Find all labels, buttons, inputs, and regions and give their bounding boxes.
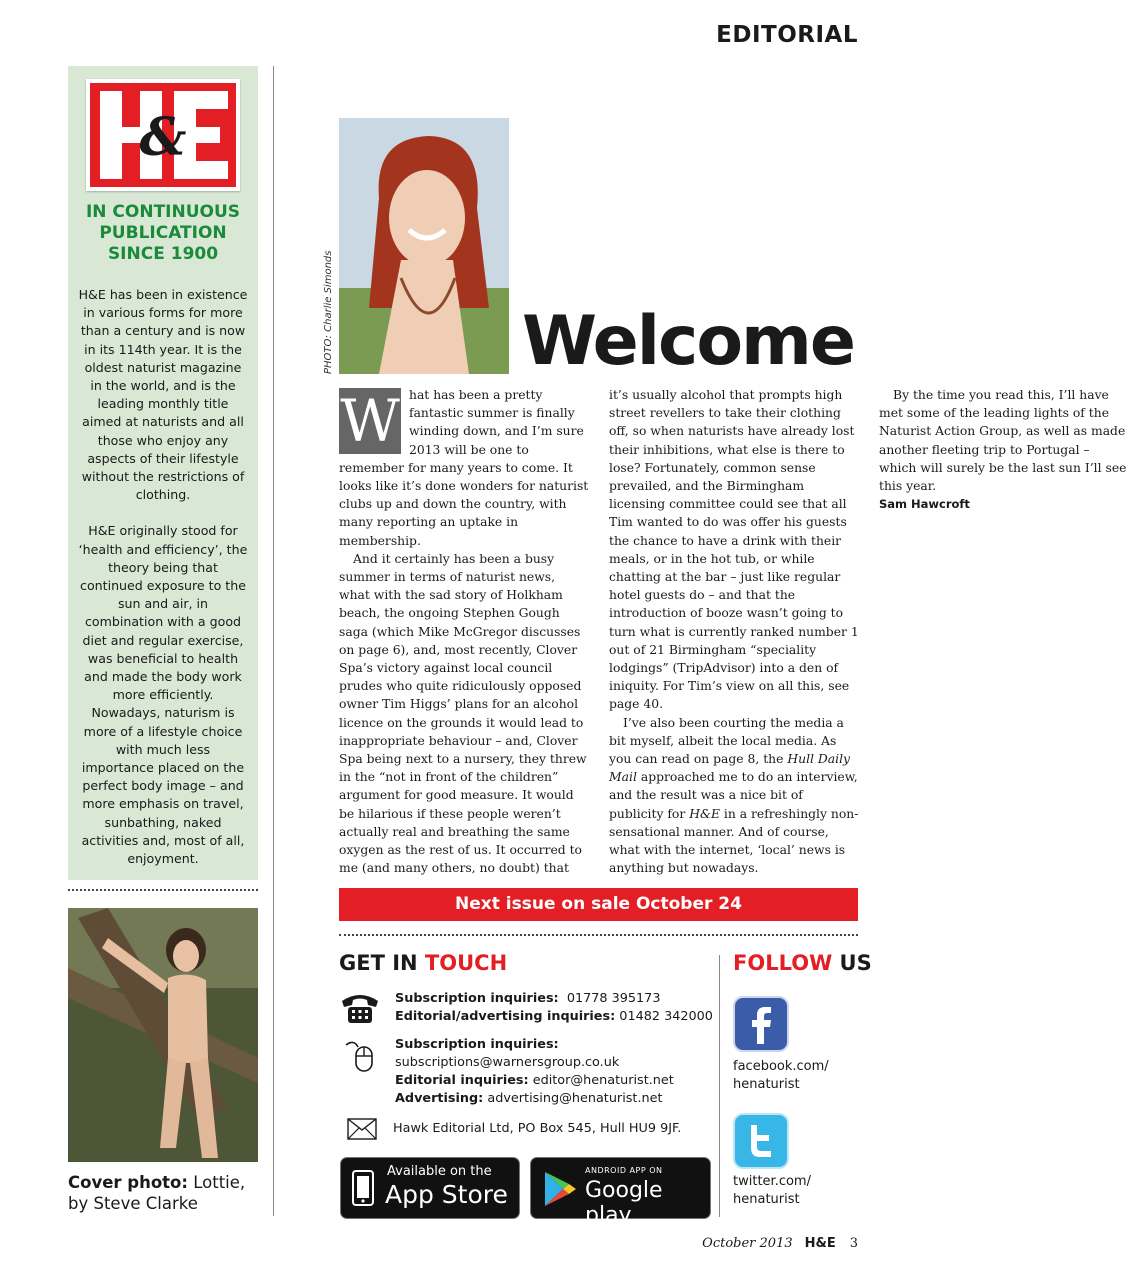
section-label: EDITORIAL xyxy=(716,22,858,48)
he-logo xyxy=(86,79,240,191)
heading-accent: TOUCH xyxy=(424,951,508,975)
author-signoff: Sam Hawcroft xyxy=(879,497,970,512)
phone-line-editorial xyxy=(395,1008,713,1026)
facebook-link[interactable] xyxy=(733,1058,829,1094)
phone-contacts xyxy=(395,990,713,1026)
editorial-phone[interactable]: 01482 342000 xyxy=(619,1009,713,1024)
editor-portrait xyxy=(339,118,509,374)
google-play-small-text: ANDROID APP ON xyxy=(585,1166,663,1175)
column-rule xyxy=(273,66,274,1216)
divider xyxy=(68,889,258,891)
p3-text-c: in a refreshingly non-sensational manner. And of course, what with the internet, ‘local’ news is anything but nowadays. xyxy=(609,806,859,876)
editorial-email-line xyxy=(395,1072,674,1090)
twitter-url-1: twitter.com/ xyxy=(733,1174,811,1189)
article-paragraph-2: And it certainly has been a busy summer in terms of naturist news, what with the sad story of Holkham beach, the ongoing Stephen Gough saga (which Mike McGregor discusses on page 6), and, most recently, Clover Spa’s victory against local council prudes who quite ridiculously opposed owner Tim Higgs’ plans for an alcohol licence on the grounds it would lead to inappropriate behaviour – and, Clover Spa being next to a nursery, they threw in the “not in front of the children” argument for good measure. It would be hilarious if these people weren’t actually real and breathing the same oxygen as the rest of us. It occurred to me (and many others, no doubt) that it’s usually alcohol that prompts high street revellers to take their clothing off, so when naturists have already lost their inhibitions, what else is there to lose? Fortunately, common sense prevailed, and the Birmingham licensing committee could see that all Tim wanted to do was offer his guests the chance to have a drink with their meals, or in the hot tub, or while chatting at the bar – just like regular hotel guests do – and that the introduction of booze wasn’t going to turn what is currently ranked number 1 out of 21 Birmingham “speciality lodgings” (TripAdvisor) into a den of iniquity. For Tim’s view on all this, see page 40. xyxy=(339,388,859,876)
subscription-phone[interactable]: 01778 395173 xyxy=(566,991,661,1006)
google-play-big-text: Google play xyxy=(585,1178,663,1228)
sidebar-description xyxy=(78,286,248,886)
phone-icon xyxy=(351,1170,377,1206)
photo-credit: PHOTO: Charlie Simonds xyxy=(323,250,334,374)
article-title: Welcome xyxy=(522,302,855,381)
sidebar xyxy=(68,66,258,880)
next-issue-banner: Next issue on sale October 24 xyxy=(339,888,858,921)
article-paragraph-4: By the time you read this, I’ll have met some of the leading lights of the Naturist Action Group, as well as made another fleeting trip to Portugal – which will surely be the last sun I’ll see this year. xyxy=(879,388,1127,494)
cover-photo xyxy=(68,908,258,1162)
twitter-url-2: henaturist xyxy=(733,1192,800,1207)
postal-address: Hawk Editorial Ltd, PO Box 545, Hull HU9 9JF. xyxy=(393,1121,682,1136)
article-body xyxy=(339,386,1127,880)
telephone-icon xyxy=(340,991,380,1025)
label: Editorial/advertising inquiries: xyxy=(395,1009,616,1024)
label: Editorial inquiries: xyxy=(395,1073,529,1088)
follow-us-heading xyxy=(733,951,872,975)
article-paragraph-1-text: hat has been a pretty fantastic summer is finally winding down, and I’m sure 2013 will be one to remember for many years to come. It looks like it’s done wonders for naturist clubs up and down the country, with many reporting an uptake in membership. xyxy=(339,388,589,548)
google-play-badge[interactable] xyxy=(530,1157,711,1228)
envelope-icon xyxy=(347,1118,377,1140)
svg-text:&: & xyxy=(139,107,187,168)
heading-accent: FOLLOW xyxy=(733,951,833,975)
drop-cap: W xyxy=(340,387,400,455)
phone-line-subscription xyxy=(395,990,713,1008)
p3-text-b: approached me to do an interview, and the result was a nice bit of publicity for xyxy=(609,770,858,821)
subscription-label xyxy=(395,1036,674,1054)
article-paragraph-3 xyxy=(609,714,859,878)
label: Advertising: xyxy=(395,1091,484,1106)
editorial-email[interactable]: editor@henaturist.net xyxy=(532,1073,674,1088)
editor-portrait-image xyxy=(339,118,509,374)
article-paragraph-1 xyxy=(339,386,589,550)
cover-caption xyxy=(68,1172,268,1214)
tagline: IN CONTINUOUS PUBLICATION SINCE 1900 xyxy=(85,202,241,264)
facebook-icon[interactable] xyxy=(733,996,789,1052)
sidebar-paragraph-1: H&E has been in existence in various forms for more than a century and is now in its 114th year. It is the oldest naturist magazine in the world, and is the leading monthly title aimed at naturists and all those who enjoy any aspects of their lifestyle without the restrictions of clothing. xyxy=(78,287,248,503)
p3-hull-daily-mail: Hull Daily Mail xyxy=(609,752,851,785)
magazine-name: H&E xyxy=(804,1236,836,1251)
issue-date: October 2013 xyxy=(702,1236,793,1251)
app-store-big-text: App Store xyxy=(385,1180,508,1209)
column-rule xyxy=(719,955,720,1217)
divider xyxy=(339,934,858,936)
label: Subscription inquiries: xyxy=(395,1037,559,1052)
twitter-link[interactable] xyxy=(733,1173,811,1209)
twitter-icon[interactable] xyxy=(733,1113,789,1169)
sidebar-paragraph-2: H&E originally stood for ‘health and efficiency’, the theory being that continued exposure to the sun and air, in combination with a good diet and regular exercise, was beneficial to health and made the body work more efficiently. Nowadays, naturism is more of a lifestyle choice with much less importance placed on the perfect body image – and more emphasis on travel, sunbathing, naked activities and, most of all, enjoyment. xyxy=(78,523,248,867)
cover-caption-label: Cover photo: xyxy=(68,1173,188,1192)
app-store-badge[interactable] xyxy=(340,1157,520,1219)
email-contacts xyxy=(395,1036,674,1108)
subscription-email[interactable]: subscriptions@warnersgroup.co.uk xyxy=(395,1055,620,1070)
p3-text-a: I’ve also been courting the media a bit myself, albeit the local media. As you can read on page 8, the xyxy=(609,715,844,767)
page-number: 3 xyxy=(849,1236,858,1251)
facebook-url-1: facebook.com/ xyxy=(733,1059,829,1074)
facebook-url-2: henaturist xyxy=(733,1077,800,1092)
advertising-email[interactable]: advertising@henaturist.net xyxy=(487,1091,663,1106)
advertising-email-line xyxy=(395,1090,674,1108)
cover-caption-text: Lottie, by Steve Clarke xyxy=(68,1173,246,1213)
google-play-icon xyxy=(543,1170,577,1208)
app-store-small-text: Available on the xyxy=(387,1164,492,1179)
get-in-touch-heading xyxy=(339,951,507,975)
p3-he: H&E xyxy=(689,806,720,821)
label: Subscription inquiries: xyxy=(395,991,559,1006)
heading-part: GET IN xyxy=(339,951,425,975)
page-footer xyxy=(702,1236,858,1251)
mouse-icon xyxy=(344,1039,376,1073)
he-logo-mark xyxy=(90,83,236,187)
heading-part: US xyxy=(832,951,872,975)
cover-photo-image xyxy=(68,908,258,1162)
